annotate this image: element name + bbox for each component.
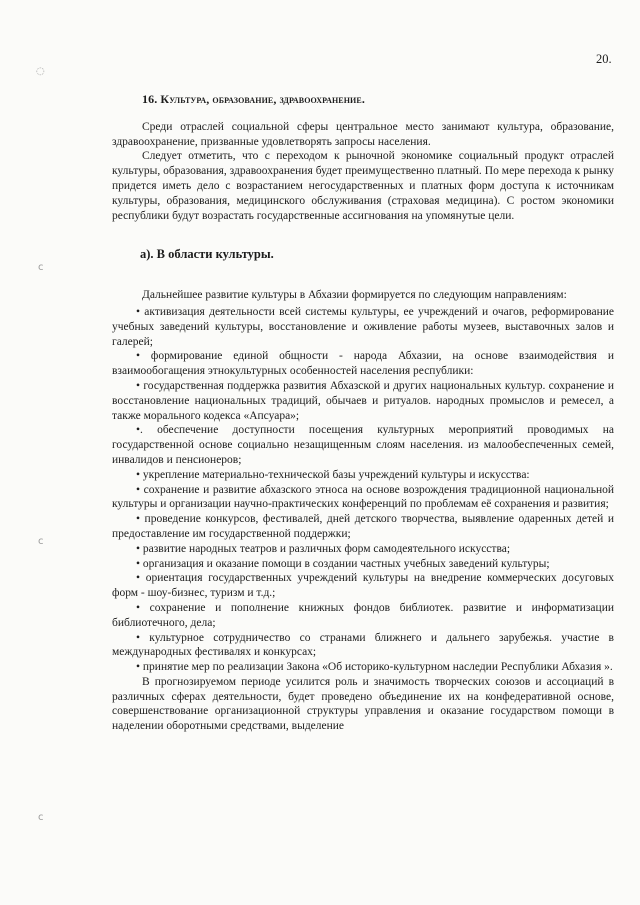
- list-item: • культурное сотрудничество со странами ближнего и дальнего зарубежья. участие в международных фестивалях и конкурсах;: [112, 631, 614, 659]
- scan-margin-mark: ⅽ: [38, 536, 44, 547]
- list-item: • принятие мер по реализации Закона «Об историко-культурном наследии Республики Абхазия ».: [136, 661, 613, 674]
- list-item: • сохранение и пополнение книжных фондов библиотек. развитие и информатизации библиотечного, дела;: [112, 601, 614, 629]
- list-item: •. обеспечение доступности посещения культурных мероприятий проводимых на государственной основе социально незащищенным слоям населения. из малообеспеченных семей, инвалидов и пенсионеров;: [112, 424, 614, 466]
- list-item: • ориентация государственных учреждений культуры на внедрение коммерческих досуговых форм - шоу-бизнес, туризм и т.д.;: [112, 572, 614, 600]
- document-body: [112, 92, 614, 734]
- section-heading: [142, 92, 614, 107]
- subsection-title: а). В области культуры.: [140, 247, 274, 262]
- list-item: • государственная поддержка развития Абхазской и других национальных культур. сохранение и восстановление национальных традиций, обычаев и ритуалов. народных промыслов и ремесел, а также морального кодекса «Апсуара»;: [112, 379, 614, 422]
- bullet-list: [112, 305, 614, 675]
- closing-paragraph: В прогнозируемом периоде усилится роль и значимость творческих союзов и ассоциаций в различных сферах деятельности, будет проведено объединение их на конфедеративной основе, совершенствование организационной структуры управления и оказание государством помощи в наделении оборотными средствами, выделение: [112, 675, 614, 733]
- intro-paragraph-1: Среди отраслей социальной сферы центральное место занимают культура, образование, здравоохранение, призванные удовлетворять запросы населения.: [112, 120, 614, 148]
- lead-paragraph: Дальнейшее развитие культуры в Абхазии формируется по следующим направлениям:: [142, 289, 567, 302]
- list-item: • активизация деятельности всей системы культуры, ее учреждений и очагов, реформирование учебных заведений культуры, восстановление и оживление работы музеев, выставочных залов и галерей;: [112, 305, 614, 348]
- list-item: • проведение конкурсов, фестивалей, дней детского творчества, выявление одаренных детей и предоставление им государственной поддержки;: [112, 513, 614, 540]
- section-title: Культура, образование, здравоохранение.: [160, 92, 365, 106]
- list-item: • сохранение и развитие абхазского этноса на основе возрождения традиционной национальной культуры и организации научно-практических конференций по проблемам её сохранения и развития;: [112, 483, 614, 511]
- scan-margin-mark: ⅽ: [38, 812, 44, 823]
- scan-margin-mark: ◌: [36, 66, 45, 77]
- list-item: • укрепление материально-технической базы учреждений культуры и искусства:: [136, 468, 530, 481]
- section-number: 16.: [142, 92, 158, 106]
- list-item: • развитие народных театров и различных форм самодеятельного искусства;: [136, 542, 511, 555]
- page-number: 20.: [596, 52, 612, 66]
- scan-margin-mark: ⅽ: [38, 262, 44, 273]
- list-item: • организация и оказание помощи в создании частных учебных заведений культуры;: [136, 557, 550, 570]
- intro-paragraph-2: Следует отметить, что с переходом к рыночной экономике социальный продукт отраслей культуры, образования, здравоохранения будет преимущественно платный. По мере перехода к рынку придется иметь дело с возрастанием негосударственных и платных форм доступа к источникам культуры, образования, медицинского обслуживания (страховая медицина). С ростом экономики республики будут возрастать государственные ассигнования на упомянутые цели.: [112, 150, 614, 222]
- list-item: • формирование единой общности - народа Абхазии, на основе взаимодействия и взаимообогащения этнокультурных особенностей населения республики:: [112, 350, 614, 378]
